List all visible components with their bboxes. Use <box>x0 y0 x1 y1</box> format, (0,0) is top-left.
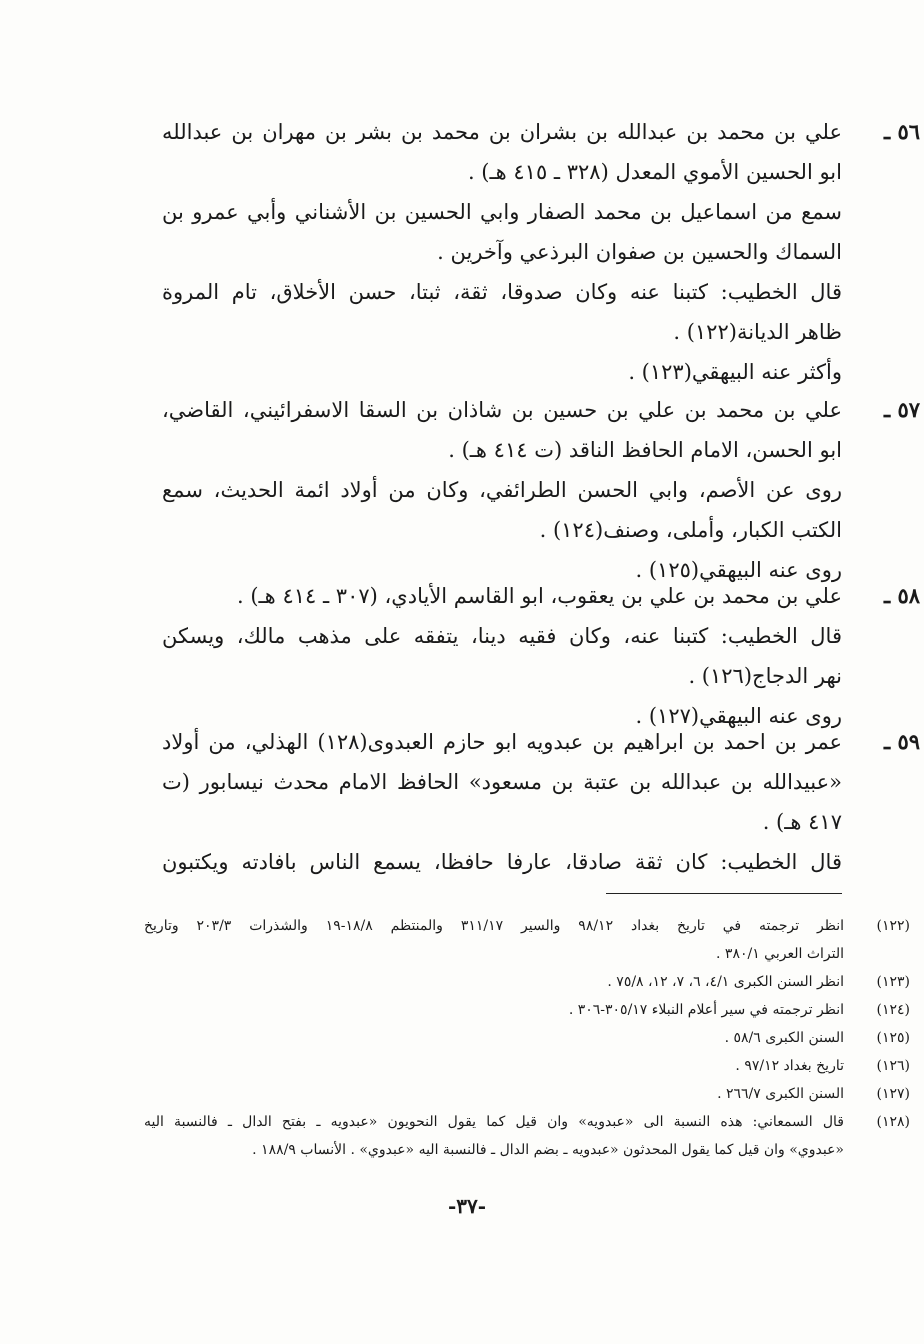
footnote-number: (١٢٧) <box>876 1086 910 1102</box>
footnote-line: «عبدوي» وان قيل كما يقول المحدثون «عبدويه ـ بضم الدال ـ فالنسبة اليه «عبدوي» . الأنساب ١٨٨/٩ . <box>252 1142 844 1158</box>
entry-line: ابو الحسن، الامام الحافظ الناقد (ت ٤١٤ هـ) . <box>448 438 842 462</box>
footnote-line: السنن الكبرى ٢٦٦/٧ . <box>717 1086 844 1102</box>
entry-line: قال الخطيب: كتبنا عنه وكان صدوقا، ثقة، ثبتا، حسن الأخلاق، تام المروة <box>162 280 842 304</box>
entry-line: قال الخطيب: كان ثقة صادقا، عارفا حافظا، يسمع الناس بافادته ويكتبون <box>162 850 842 874</box>
footnote-line: تاريخ بغداد ٩٧/١٢ . <box>735 1058 844 1074</box>
entry-line: قال الخطيب: كتبنا عنه، وكان فقيه دينا، يتفقه على مذهب مالك، ويسكن <box>162 624 842 648</box>
entry-line: وأكثر عنه البيهقي(١٢٣) . <box>628 360 842 384</box>
footnote-number: (١٢٢) <box>876 918 910 934</box>
entry-line: السماك والحسين بن صفوان البرذعي وآخرين . <box>437 240 842 264</box>
entry-line: علي بن محمد بن عبدالله بن بشران بن محمد بن بشر بن مهران بن عبدالله <box>162 120 842 144</box>
biography-entry-58 <box>162 576 920 736</box>
footnote-line: انظر ترجمته في سير أعلام النبلاء ٣٠٥/١٧-٣٠٦ . <box>568 1002 844 1018</box>
entry-line: روى عنه البيهقي(١٢٥) . <box>635 558 842 582</box>
footnote-number: (١٢٦) <box>876 1058 910 1074</box>
biography-entry-57 <box>162 390 920 590</box>
entry-line: «عبيدالله بن عبدالله بن عتبة بن مسعود» الحافظ الامام محدث نيسابور (ت <box>162 770 842 794</box>
footnote-number: (١٢٣) <box>876 974 910 990</box>
footnote-line: انظر ترجمته في تاريخ بغداد ٩٨/١٢ والسير ٣١١/١٧ والمنتظم ١٨/٨-١٩ والشذرات ٢٠٣/٣ وتاريخ <box>144 918 844 934</box>
page-number: -٣٧- <box>447 1194 487 1218</box>
entry-number: ٥٦ ـ <box>883 119 920 144</box>
footnote-line: قال السمعاني: هذه النسبة الى «عبدويه» وان قيل كما يقول النحويون «عبدويه ـ بفتح الدال ـ فالنسبة اليه <box>144 1114 844 1130</box>
entry-line: سمع من اسماعيل بن محمد الصفار وابي الحسين بن الأشناني وأبي عمرو بن <box>162 200 842 224</box>
entry-line: روى عنه البيهقي(١٢٧) . <box>635 704 842 728</box>
footnote-separator <box>606 893 842 894</box>
entry-line: ظاهر الديانة(١٢٢) . <box>673 320 842 344</box>
footnote-line: التراث العربي ٣٨٠/١ . <box>716 946 844 962</box>
entry-line: الكتب الكبار، وأملى، وصنف(١٢٤) . <box>539 518 842 542</box>
entry-line: روى عن الأصم، وابي الحسن الطرائفي، وكان من أولاد ائمة الحديث، سمع <box>162 478 842 502</box>
entry-number: ٥٨ ـ <box>883 583 920 608</box>
footnote-127 <box>144 1080 910 1108</box>
footnote-124 <box>144 996 910 1024</box>
footnote-number: (١٢٤) <box>876 1002 910 1018</box>
entry-line: عمر بن احمد بن ابراهيم بن عبدويه ابو حازم العبدوى(١٢٨) الهذلي، من أولاد <box>162 730 842 754</box>
entry-number: ٥٧ ـ <box>883 397 920 422</box>
entry-line: علي بن محمد بن علي بن يعقوب، ابو القاسم الأيادي، (٣٠٧ ـ ٤١٤ هـ) . <box>236 584 842 608</box>
footnote-line: السنن الكبرى ٥٨/٦ . <box>724 1030 844 1046</box>
footnote-123 <box>144 968 910 996</box>
footnote-128 <box>144 1108 910 1164</box>
entry-line: ابو الحسين الأموي المعدل (٣٢٨ ـ ٤١٥ هـ) . <box>467 160 842 184</box>
footnote-number: (١٢٥) <box>876 1030 910 1046</box>
biography-entry-59 <box>162 722 920 882</box>
footnote-122 <box>144 912 910 968</box>
entry-line: ٤١٧ هـ) . <box>762 810 842 834</box>
entry-line: نهر الدجاج(١٢٦) . <box>688 664 842 688</box>
footnotes <box>144 912 910 1164</box>
entry-line: علي بن محمد بن علي بن حسين بن شاذان بن السقا الاسفرائيني، القاضي، <box>162 398 842 422</box>
entry-number: ٥٩ ـ <box>883 729 920 754</box>
footnote-number: (١٢٨) <box>876 1114 910 1130</box>
footnote-125 <box>144 1024 910 1052</box>
footnote-126 <box>144 1052 910 1080</box>
biography-entry-56 <box>162 112 920 392</box>
footnote-line: انظر السنن الكبرى ٤/١، ٦، ٧، ١٢، ٧٥/٨ . <box>607 974 844 990</box>
